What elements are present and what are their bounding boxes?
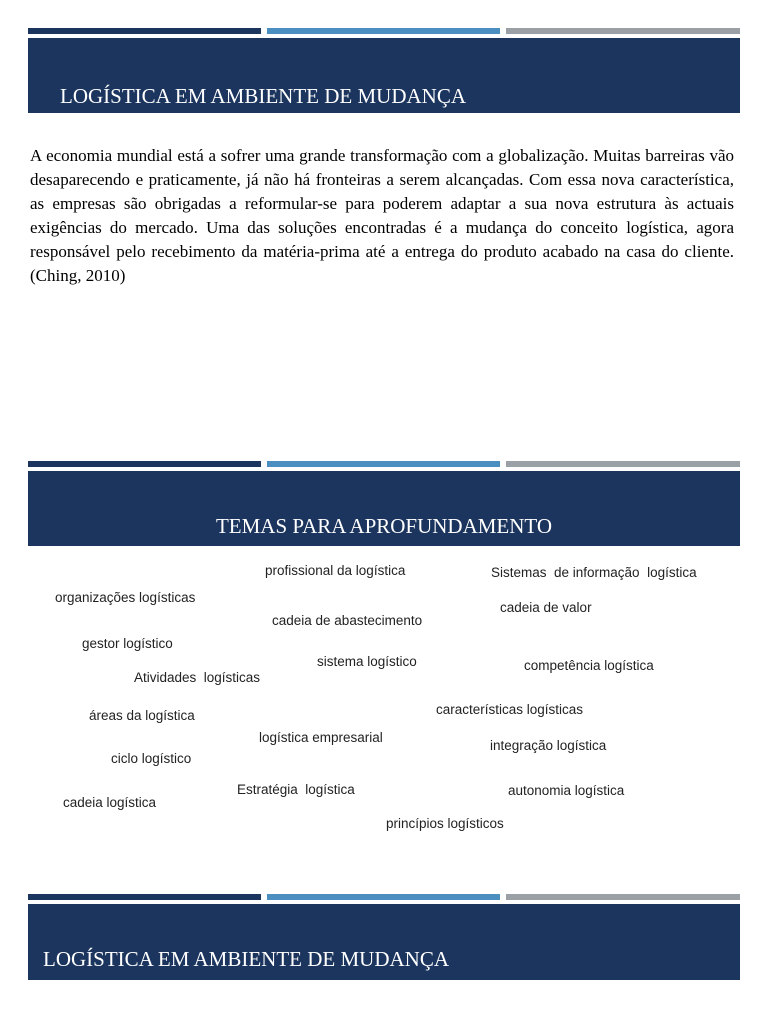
stripe-gray bbox=[506, 28, 740, 34]
top-stripes-2 bbox=[28, 461, 740, 467]
keyword: sistema logístico bbox=[317, 654, 417, 669]
stripe-gray bbox=[506, 894, 740, 900]
section-title: TEMAS PARA APROFUNDAMENTO bbox=[215, 514, 553, 538]
keyword: cadeia de abastecimento bbox=[272, 613, 423, 628]
stripe-blue bbox=[267, 461, 500, 467]
keyword: logística empresarial bbox=[259, 730, 383, 745]
stripe-navy bbox=[28, 894, 261, 900]
keyword: princípios logísticos bbox=[386, 816, 504, 831]
keyword: Estratégia logística bbox=[237, 782, 355, 797]
keyword: integração logística bbox=[490, 738, 607, 753]
body-paragraph: A economia mundial está a sofrer uma grande transformação com a globalização. Muitas barreiras vão desaparecendo e praticamente, já não há fronteiras a serem alcançadas. Com essa nova característica, as empresas são obrigadas a reformular-se para poderem adaptar a sua nova estrutura às actuais exigências do mercado. Uma das soluções encontradas é a mudança do conceito logística, agora responsável pelo recebimento da matéria-prima até a entrega do produto acabado na casa do cliente. (Ching, 2010) bbox=[30, 146, 734, 285]
top-stripes-1 bbox=[28, 28, 740, 34]
keyword: cadeia logística bbox=[63, 795, 157, 810]
stripe-navy bbox=[28, 461, 261, 467]
title-banner-3 bbox=[28, 904, 740, 980]
keyword: profissional da logística bbox=[265, 563, 406, 578]
keyword: áreas da logística bbox=[89, 708, 195, 723]
keyword: características logísticas bbox=[436, 702, 584, 717]
keyword: Sistemas de informação logística bbox=[491, 565, 697, 580]
stripe-gray bbox=[506, 461, 740, 467]
top-stripes-3 bbox=[28, 894, 740, 900]
stripe-blue bbox=[267, 28, 500, 34]
keyword: autonomia logística bbox=[508, 783, 625, 798]
keyword: ciclo logístico bbox=[111, 751, 192, 766]
title-banner-2 bbox=[28, 471, 740, 546]
keyword: cadeia de valor bbox=[500, 600, 592, 615]
stripe-blue bbox=[267, 894, 500, 900]
keyword: organizações logísticas bbox=[55, 590, 196, 605]
stripe-navy bbox=[28, 28, 261, 34]
page-title: LOGÍSTICA EM AMBIENTE DE MUDANÇA bbox=[43, 947, 449, 971]
page-title: LOGÍSTICA EM AMBIENTE DE MUDANÇA bbox=[60, 84, 466, 108]
keyword: gestor logístico bbox=[82, 636, 173, 651]
keyword: Atividades logísticas bbox=[134, 670, 261, 685]
keyword: competência logística bbox=[524, 658, 654, 673]
title-banner-1 bbox=[28, 38, 740, 113]
